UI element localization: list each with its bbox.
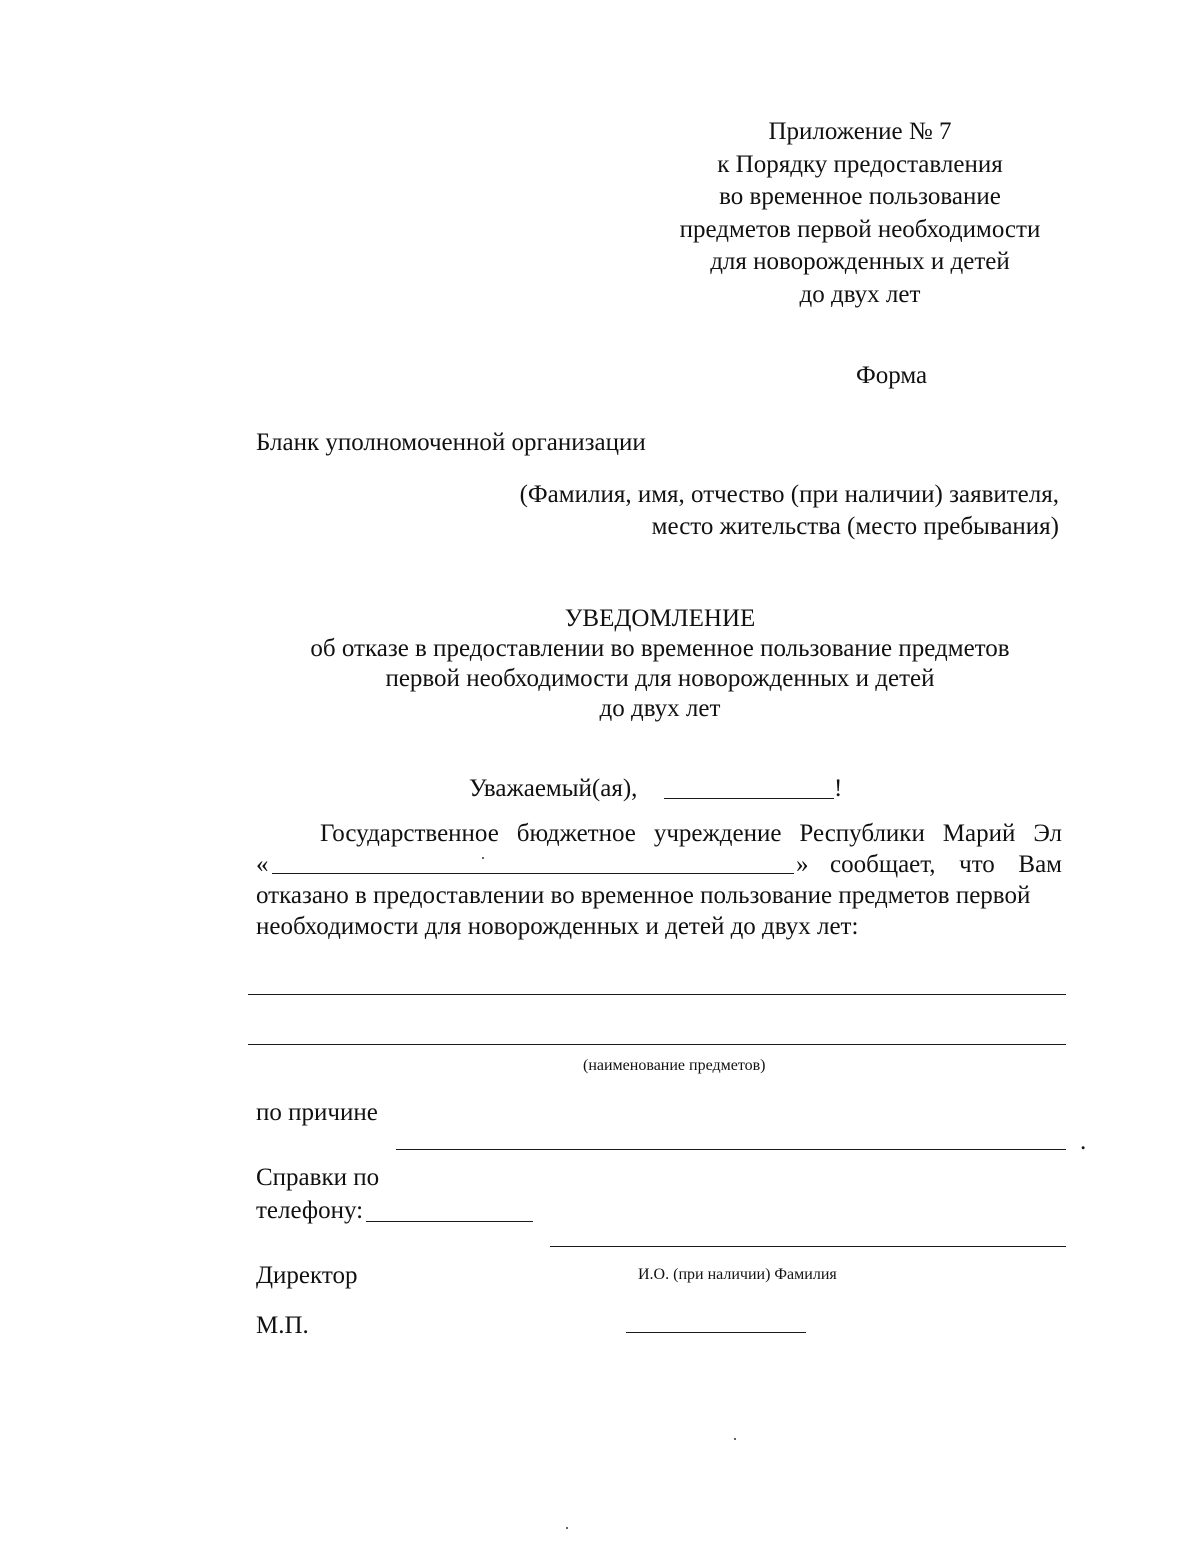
body-word: Марий: [942, 820, 1016, 847]
reason-period: .: [1080, 1128, 1087, 1155]
appendix-line: к Порядку предоставления: [717, 150, 1003, 178]
recipient-line: место жительства (место пребывания): [651, 513, 1059, 540]
appendix-line: для новорожденных и детей: [710, 248, 1010, 275]
appendix-header: [640, 116, 1080, 311]
phone-number-line: [366, 1221, 533, 1222]
organization-name-line: [272, 873, 794, 874]
director-caption: И.О. (при наличии) Фамилия: [638, 1266, 837, 1283]
letterhead-label: Бланк уполномоченной организации: [256, 429, 646, 456]
phone-label-line-2: телефону:: [256, 1197, 364, 1224]
body-word: Вам: [1018, 851, 1062, 878]
date-line: [626, 1332, 806, 1333]
notice-subtitle-line: первой необходимости для новорожденных и детей: [385, 665, 935, 692]
greeting-suffix: !: [834, 775, 843, 802]
body-word: сообщает,: [830, 851, 936, 878]
reason-label: по причине: [256, 1099, 378, 1126]
notice-subtitle-line: до двух лет: [599, 695, 721, 722]
greeting-prefix: Уважаемый(ая),: [469, 775, 638, 802]
items-caption: (наименование предметов): [583, 1057, 766, 1074]
body-word: бюджетное: [516, 820, 636, 847]
scan-speck: [566, 1527, 568, 1529]
appendix-line: до двух лет: [799, 280, 921, 308]
scan-speck: [482, 857, 484, 859]
body-word: Государственное: [320, 820, 499, 847]
body-line-3: отказано в предоставлении во временное пользование предметов первой: [256, 882, 1031, 909]
notice-subtitle-line: об отказе в предоставлении во временное пользование предметов: [310, 635, 1010, 662]
stamp-label: М.П.: [256, 1312, 309, 1339]
body-line-4: необходимости для новорожденных и детей до двух лет:: [256, 913, 859, 940]
items-line-1: [248, 994, 1066, 995]
appendix-line: во временное пользование: [719, 183, 1001, 210]
greeting-name-line: [664, 798, 834, 799]
director-label: Директор: [256, 1262, 358, 1289]
open-quote: «: [256, 851, 269, 878]
director-signature-line: [550, 1246, 1066, 1247]
body-line-1: [320, 818, 1062, 849]
body-line-2: [830, 849, 1062, 880]
phone-label-line-1: Справки по: [256, 1164, 380, 1191]
reason-line: [396, 1149, 1066, 1150]
notice-heading: [240, 604, 1080, 724]
body-word: Республики: [799, 820, 925, 847]
appendix-line: Приложение № 7: [768, 118, 952, 145]
appendix-line: предметов первой необходимости: [679, 215, 1041, 243]
items-line-2: [248, 1044, 1066, 1045]
scan-speck: [734, 1438, 736, 1440]
recipient-line: (Фамилия, имя, отчество (при наличии) заявителя,: [519, 481, 1059, 508]
body-word: учреждение: [653, 820, 782, 847]
close-quote: »: [796, 851, 809, 878]
body-word: Эл: [1033, 820, 1062, 847]
notice-title: УВЕДОМЛЕНИЕ: [564, 605, 756, 632]
body-word: что: [959, 851, 995, 878]
form-label: Форма: [856, 362, 928, 389]
